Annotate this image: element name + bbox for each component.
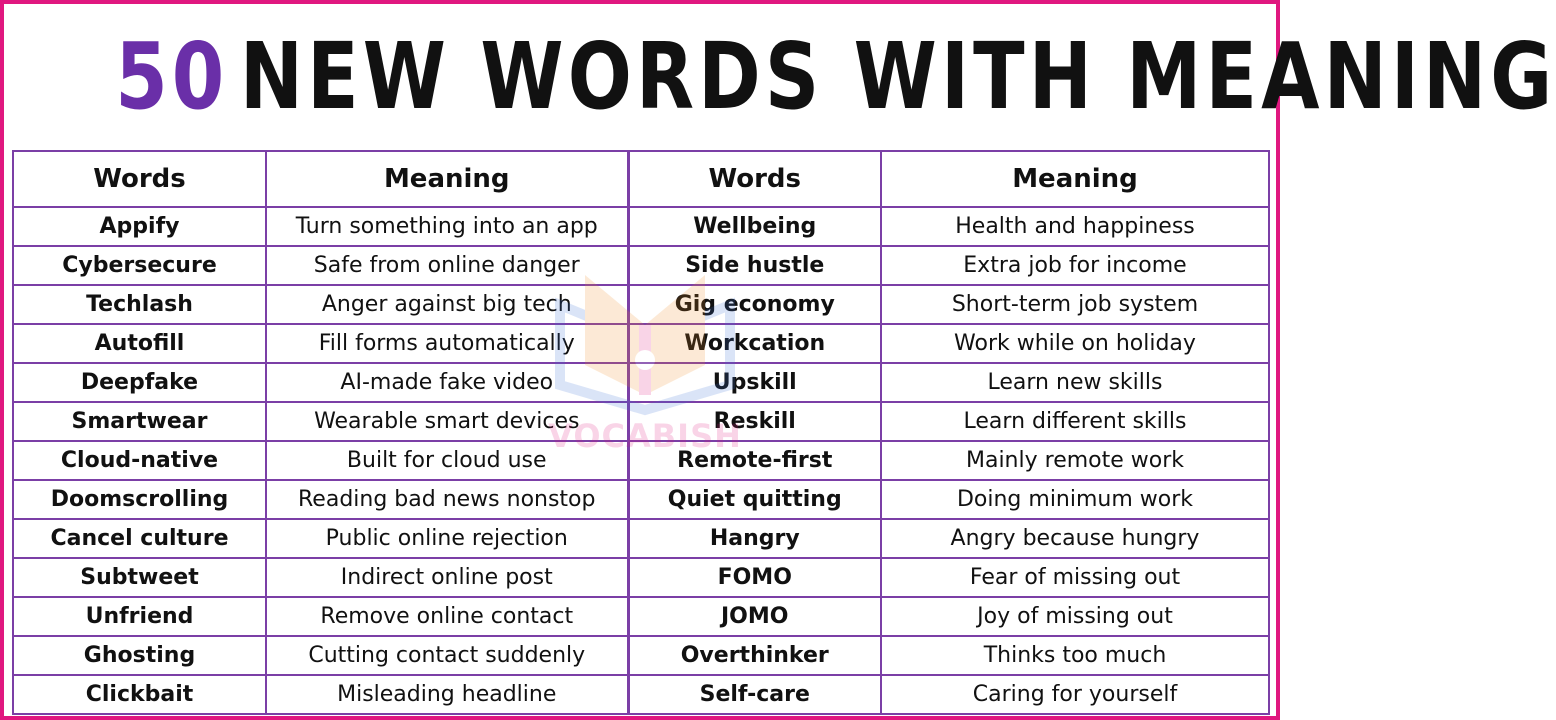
meaning-right-cell: Caring for yourself bbox=[881, 675, 1269, 714]
meaning-right-cell: Doing minimum work bbox=[881, 480, 1269, 519]
header-words-left: Words bbox=[13, 151, 266, 207]
word-right-cell: Reskill bbox=[628, 402, 881, 441]
table-row bbox=[13, 285, 1269, 324]
table-row bbox=[13, 675, 1269, 714]
word-left-cell: Cybersecure bbox=[13, 246, 266, 285]
word-right-cell: Self-care bbox=[628, 675, 881, 714]
word-right-cell: JOMO bbox=[628, 597, 881, 636]
meaning-right-cell: Extra job for income bbox=[881, 246, 1269, 285]
meaning-right-cell: Joy of missing out bbox=[881, 597, 1269, 636]
table-header bbox=[13, 151, 1269, 207]
word-right-cell: Workcation bbox=[628, 324, 881, 363]
word-right-cell: Upskill bbox=[628, 363, 881, 402]
header-words-right: Words bbox=[628, 151, 881, 207]
word-left-cell: Autofill bbox=[13, 324, 266, 363]
header-meaning-right: Meaning bbox=[881, 151, 1269, 207]
words-table bbox=[12, 150, 1270, 715]
meaning-right-cell: Fear of missing out bbox=[881, 558, 1269, 597]
word-left-cell: Cancel culture bbox=[13, 519, 266, 558]
word-right-cell: Hangry bbox=[628, 519, 881, 558]
meaning-left-cell: Safe from online danger bbox=[266, 246, 628, 285]
word-right-cell: Quiet quitting bbox=[628, 480, 881, 519]
meaning-right-cell: Learn new skills bbox=[881, 363, 1269, 402]
word-right-cell: FOMO bbox=[628, 558, 881, 597]
meaning-left-cell: Wearable smart devices bbox=[266, 402, 628, 441]
meaning-right-cell: Learn different skills bbox=[881, 402, 1269, 441]
word-left-cell: Clickbait bbox=[13, 675, 266, 714]
page-title bbox=[115, 22, 1556, 132]
word-right-cell: Gig economy bbox=[628, 285, 881, 324]
word-left-cell: Deepfake bbox=[13, 363, 266, 402]
meaning-left-cell: Anger against big tech bbox=[266, 285, 628, 324]
word-right-cell: Overthinker bbox=[628, 636, 881, 675]
meaning-right-cell: Thinks too much bbox=[881, 636, 1269, 675]
table-row bbox=[13, 519, 1269, 558]
table-row bbox=[13, 324, 1269, 363]
word-left-cell: Smartwear bbox=[13, 402, 266, 441]
word-left-cell: Doomscrolling bbox=[13, 480, 266, 519]
meaning-right-cell: Health and happiness bbox=[881, 207, 1269, 246]
table-row bbox=[13, 597, 1269, 636]
header-meaning-left: Meaning bbox=[266, 151, 628, 207]
meaning-right-cell: Mainly remote work bbox=[881, 441, 1269, 480]
header-row bbox=[13, 151, 1269, 207]
meaning-right-cell: Angry because hungry bbox=[881, 519, 1269, 558]
meaning-left-cell: Remove online contact bbox=[266, 597, 628, 636]
meaning-right-cell: Work while on holiday bbox=[881, 324, 1269, 363]
table-body bbox=[13, 207, 1269, 714]
word-left-cell: Subtweet bbox=[13, 558, 266, 597]
word-left-cell: Appify bbox=[13, 207, 266, 246]
word-right-cell: Remote-first bbox=[628, 441, 881, 480]
meaning-left-cell: AI-made fake video bbox=[266, 363, 628, 402]
meaning-left-cell: Public online rejection bbox=[266, 519, 628, 558]
table-row bbox=[13, 402, 1269, 441]
meaning-left-cell: Built for cloud use bbox=[266, 441, 628, 480]
word-right-cell: Wellbeing bbox=[628, 207, 881, 246]
meaning-left-cell: Turn something into an app bbox=[266, 207, 628, 246]
meaning-left-cell: Fill forms automatically bbox=[266, 324, 628, 363]
meaning-left-cell: Cutting contact suddenly bbox=[266, 636, 628, 675]
title-number: 50 bbox=[115, 23, 229, 130]
table-row bbox=[13, 441, 1269, 480]
meaning-right-cell: Short-term job system bbox=[881, 285, 1269, 324]
title-text: NEW WORDS WITH MEANING bbox=[239, 23, 1556, 130]
table-row bbox=[13, 636, 1269, 675]
word-left-cell: Unfriend bbox=[13, 597, 266, 636]
meaning-left-cell: Misleading headline bbox=[266, 675, 628, 714]
word-right-cell: Side hustle bbox=[628, 246, 881, 285]
meaning-left-cell: Indirect online post bbox=[266, 558, 628, 597]
table-row bbox=[13, 246, 1269, 285]
table-row bbox=[13, 480, 1269, 519]
meaning-left-cell: Reading bad news nonstop bbox=[266, 480, 628, 519]
word-left-cell: Cloud-native bbox=[13, 441, 266, 480]
word-left-cell: Techlash bbox=[13, 285, 266, 324]
table-row bbox=[13, 558, 1269, 597]
word-left-cell: Ghosting bbox=[13, 636, 266, 675]
table-row bbox=[13, 363, 1269, 402]
table-row bbox=[13, 207, 1269, 246]
